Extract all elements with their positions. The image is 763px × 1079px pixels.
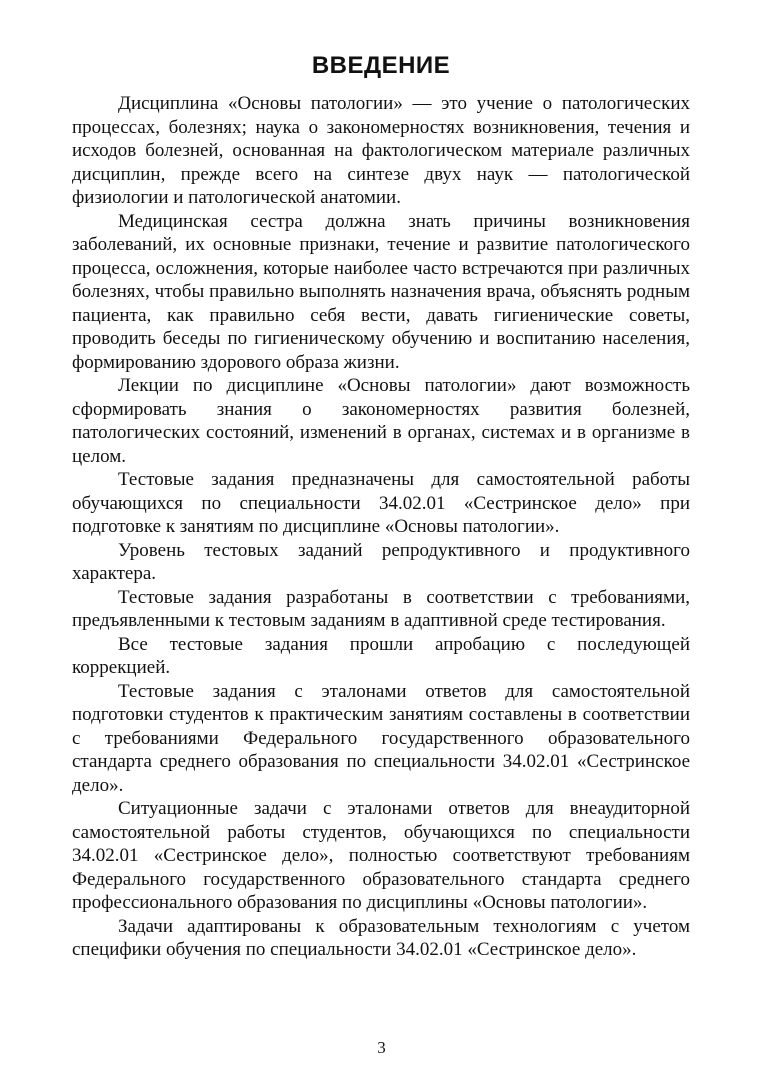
page-title: ВВЕДЕНИЕ	[311, 52, 451, 79]
body-text	[72, 92, 690, 962]
paragraph: Дисциплина «Основы патологии» — это учение о патологических процессах, болезнях; наука о закономерностях возникновения, течения и исходов болезней, основанная на фактологическом материале различных дисциплин, прежде всего на синтезе двух наук — патологической физиологии и патологической анатомии.	[72, 93, 690, 208]
page-number: 3	[377, 1038, 386, 1057]
paragraph: Ситуационные задачи с эталонами ответов для внеаудиторной самостоятельной работы студентов, обучающихся по специальности 34.02.01 «Сестринское дело», полностью соответствуют требованиям Федерального государственного образовательного стандарта среднего профессионального образования по дисциплины «Основы патологии».	[72, 798, 690, 913]
paragraph: Тестовые задания с эталонами ответов для самостоятельной подготовки студентов к практическим занятиям составлены в соответствии с требованиями Федерального государственного образовательного стандарта среднего образования по специальности 34.02.01 «Сестринское дело».	[72, 680, 690, 796]
document-page	[72, 52, 690, 962]
paragraph: Уровень тестовых заданий репродуктивного и продуктивного характера.	[72, 539, 690, 584]
paragraph: Все тестовые задания прошли апробацию с последующей коррекцией.	[72, 633, 690, 678]
paragraph: Задачи адаптированы к образовательным технологиям с учетом специфики обучения по специальности 34.02.01 «Сестринское дело».	[72, 915, 690, 960]
paragraph: Тестовые задания разработаны в соответствии с требованиями, предъявленными к тестовым заданиям в адаптивной среде тестирования.	[72, 586, 690, 631]
paragraph: Медицинская сестра должна знать причины возникновения заболеваний, их основные признаки, течение и развитие патологического процесса, осложнения, которые наиболее часто встречаются при различных болезнях, чтобы правильно выполнять назначения врача, объяснять родным пациента, как правильно себя вести, давать гигиенические советы, проводить беседы по гигиеническому обучению и воспитанию населения, формированию здорового образа жизни.	[72, 210, 690, 373]
paragraph: Тестовые задания предназначены для самостоятельной работы обучающихся по специальности 34.02.01 «Сестринское дело» при подготовке к занятиям по дисциплине «Основы патологии».	[72, 469, 690, 537]
paragraph: Лекции по дисциплине «Основы патологии» дают возможность сформировать знания о закономерностях развития болезней, патологических состояний, изменений в органах, системах и в организме в целом.	[72, 375, 690, 467]
